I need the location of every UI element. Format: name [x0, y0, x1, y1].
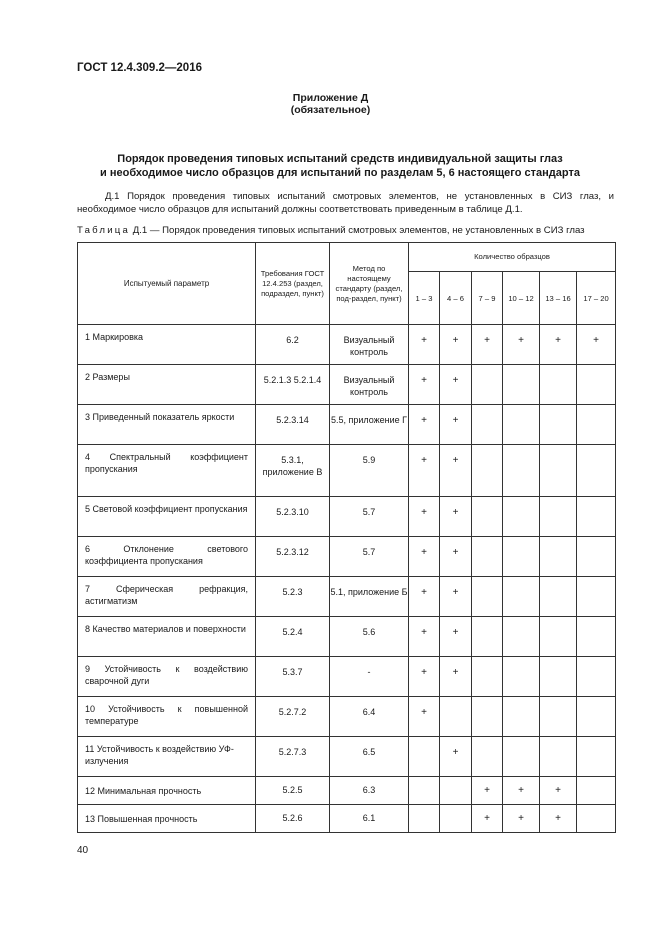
cell-method: 6.5 [330, 737, 409, 777]
cell-count-mark [409, 805, 440, 833]
cell-method: 6.3 [330, 777, 409, 805]
cell-count-mark [472, 537, 503, 577]
cell-param: 5 Световой коэффициент пропускания [78, 497, 256, 537]
cell-count-mark [577, 657, 616, 697]
cell-count-mark [472, 617, 503, 657]
paragraph-number: Д.1 [105, 191, 120, 202]
cell-count-mark [577, 445, 616, 497]
cell-param: 12 Минимальная прочность [78, 777, 256, 805]
table-row [78, 617, 616, 657]
document-header: ГОСТ 12.4.309.2—2016 [77, 62, 202, 74]
header-range-1: 1 – 3 [409, 272, 440, 325]
cell-count-mark [577, 577, 616, 617]
cell-requirement: 5.2.1.3 5.2.1.4 [256, 365, 330, 405]
cell-method: 5.7 [330, 497, 409, 537]
cell-requirement: 5.2.3 [256, 577, 330, 617]
cell-count-mark [540, 617, 577, 657]
cell-count-mark [577, 777, 616, 805]
table-row [78, 325, 616, 365]
cell-count-mark [577, 537, 616, 577]
page-number: 40 [77, 845, 89, 856]
table-row [78, 497, 616, 537]
cell-method: 5.6 [330, 617, 409, 657]
cell-count-mark: + [409, 325, 440, 365]
tests-table [77, 242, 616, 833]
cell-count-mark [472, 405, 503, 445]
cell-requirement: 5.2.7.2 [256, 697, 330, 737]
cell-count-mark: + [409, 577, 440, 617]
cell-count-mark: + [440, 325, 472, 365]
cell-count-mark [503, 537, 540, 577]
cell-count-mark: + [409, 537, 440, 577]
cell-count-mark [503, 365, 540, 405]
cell-requirement: 5.2.6 [256, 805, 330, 833]
cell-param: 4 Спектральный коэффициент пропускания [78, 445, 256, 497]
cell-count-mark [577, 365, 616, 405]
cell-count-mark [440, 805, 472, 833]
cell-count-mark [472, 697, 503, 737]
cell-count-mark: + [503, 805, 540, 833]
cell-count-mark: + [503, 325, 540, 365]
header-range-2: 4 – 6 [440, 272, 472, 325]
cell-method: - [330, 657, 409, 697]
cell-count-mark [472, 445, 503, 497]
table-row [78, 577, 616, 617]
cell-count-mark: + [440, 405, 472, 445]
cell-count-mark [577, 497, 616, 537]
cell-method: 6.4 [330, 697, 409, 737]
cell-count-mark [503, 617, 540, 657]
cell-requirement: 5.2.3.10 [256, 497, 330, 537]
cell-count-mark: + [577, 325, 616, 365]
cell-method: 6.1 [330, 805, 409, 833]
cell-method: 5.9 [330, 445, 409, 497]
cell-count-mark [540, 697, 577, 737]
cell-requirement: 5.3.7 [256, 657, 330, 697]
cell-requirement: 5.2.4 [256, 617, 330, 657]
cell-count-mark: + [440, 577, 472, 617]
paragraph-d1 [77, 190, 614, 216]
cell-count-mark [540, 497, 577, 537]
cell-count-mark: + [440, 537, 472, 577]
cell-count-mark [409, 737, 440, 777]
cell-requirement: 5.2.3.12 [256, 537, 330, 577]
header-range-6: 17 – 20 [577, 272, 616, 325]
cell-count-mark [540, 405, 577, 445]
cell-count-mark [503, 445, 540, 497]
table-row [78, 365, 616, 405]
cell-param: 1 Маркировка [78, 325, 256, 365]
table-caption [77, 225, 617, 236]
cell-method: Визуальный контроль [330, 365, 409, 405]
cell-count-mark: + [409, 365, 440, 405]
cell-count-mark: + [472, 777, 503, 805]
cell-count-mark: + [472, 325, 503, 365]
table-caption-prefix: Таблица [77, 225, 131, 236]
header-param: Испытуемый параметр [78, 243, 256, 325]
cell-count-mark: + [440, 617, 472, 657]
section-title [70, 152, 610, 180]
cell-count-mark: + [540, 777, 577, 805]
cell-count-mark: + [503, 777, 540, 805]
cell-count-mark [577, 697, 616, 737]
header-range-4: 10 – 12 [503, 272, 540, 325]
table-row [78, 805, 616, 833]
cell-count-mark [409, 777, 440, 805]
cell-requirement: 5.2.5 [256, 777, 330, 805]
table-row [78, 697, 616, 737]
cell-param: 10 Устойчивость к повышенной температуре [78, 697, 256, 737]
cell-requirement: 6.2 [256, 325, 330, 365]
cell-count-mark: + [440, 737, 472, 777]
cell-count-mark: + [540, 325, 577, 365]
cell-count-mark [577, 405, 616, 445]
table-row [78, 777, 616, 805]
cell-count-mark: + [440, 657, 472, 697]
cell-count-mark [577, 805, 616, 833]
appendix-note: (обязательное) [290, 104, 371, 116]
table-caption-text: Д.1 — Порядок проведения типовых испытаний смотровых элементов, не установленных в СИЗ глаз [132, 225, 585, 236]
table-row [78, 657, 616, 697]
cell-count-mark: + [440, 497, 472, 537]
paragraph-text: Порядок проведения типовых испытаний смотровых элементов, не установленных в СИЗ глаз, и необходимое число образцов для испытаний должны соответствовать приведенным в таблице Д.1. [77, 191, 615, 215]
header-requirements: Требования ГОСТ 12.4.253 (раздел, подраздел, пункт) [256, 243, 330, 325]
cell-count-mark: + [409, 617, 440, 657]
cell-param: 9 Устойчивость к воздействию сварочной дуги [78, 657, 256, 697]
header-range-3: 7 – 9 [472, 272, 503, 325]
cell-param: 7 Сферическая рефракция, астигматизм [78, 577, 256, 617]
table-row [78, 737, 616, 777]
cell-count-mark [503, 697, 540, 737]
cell-count-mark [472, 497, 503, 537]
cell-count-mark [503, 405, 540, 445]
cell-count-mark [440, 697, 472, 737]
cell-count-mark: + [540, 805, 577, 833]
cell-requirement: 5.3.1, приложение В [256, 445, 330, 497]
cell-param: 13 Повышенная прочность [78, 805, 256, 833]
cell-count-mark [503, 497, 540, 537]
cell-count-mark [503, 657, 540, 697]
cell-count-mark [540, 445, 577, 497]
header-sample-count: Количество образцов [409, 243, 616, 272]
cell-count-mark [540, 365, 577, 405]
cell-count-mark [540, 537, 577, 577]
cell-method: Визуальный контроль [330, 325, 409, 365]
cell-count-mark [503, 737, 540, 777]
cell-param: 6 Отклонение светового коэффициента пропускания [78, 537, 256, 577]
cell-count-mark [472, 577, 503, 617]
cell-count-mark [440, 777, 472, 805]
table-row [78, 445, 616, 497]
appendix-title: Приложение Д [292, 92, 369, 104]
cell-count-mark: + [409, 657, 440, 697]
cell-requirement: 5.2.7.3 [256, 737, 330, 777]
cell-param: 2 Размеры [78, 365, 256, 405]
cell-count-mark [577, 617, 616, 657]
header-range-5: 13 – 16 [540, 272, 577, 325]
cell-param: 3 Приведенный показатель яркости [78, 405, 256, 445]
header-method: Метод по настоящему стандарту (раздел, под-раздел, пункт) [330, 243, 409, 325]
cell-param: 11 Устойчивость к воздействию УФ-излучения [78, 737, 256, 777]
section-title-line-2: и необходимое число образцов для испытаний по разделам 5, 6 настоящего стандарта [100, 167, 580, 179]
cell-requirement: 5.2.3.14 [256, 405, 330, 445]
cell-param: 8 Качество материалов и поверхности [78, 617, 256, 657]
cell-count-mark [503, 577, 540, 617]
cell-count-mark [540, 657, 577, 697]
cell-method: 5.1, приложение Б [330, 577, 409, 617]
cell-count-mark [472, 657, 503, 697]
cell-count-mark [540, 737, 577, 777]
cell-count-mark: + [409, 497, 440, 537]
cell-count-mark: + [440, 445, 472, 497]
cell-count-mark [472, 365, 503, 405]
table-row [78, 537, 616, 577]
cell-count-mark: + [472, 805, 503, 833]
section-title-line-1: Порядок проведения типовых испытаний средств индивидуальной защиты глаз [117, 153, 563, 165]
cell-method: 5.5, приложение Г [330, 405, 409, 445]
cell-count-mark: + [409, 445, 440, 497]
cell-count-mark [540, 577, 577, 617]
cell-count-mark: + [409, 405, 440, 445]
cell-count-mark: + [409, 697, 440, 737]
cell-method: 5.7 [330, 537, 409, 577]
cell-count-mark [472, 737, 503, 777]
cell-count-mark [577, 737, 616, 777]
cell-count-mark: + [440, 365, 472, 405]
table-row [78, 405, 616, 445]
